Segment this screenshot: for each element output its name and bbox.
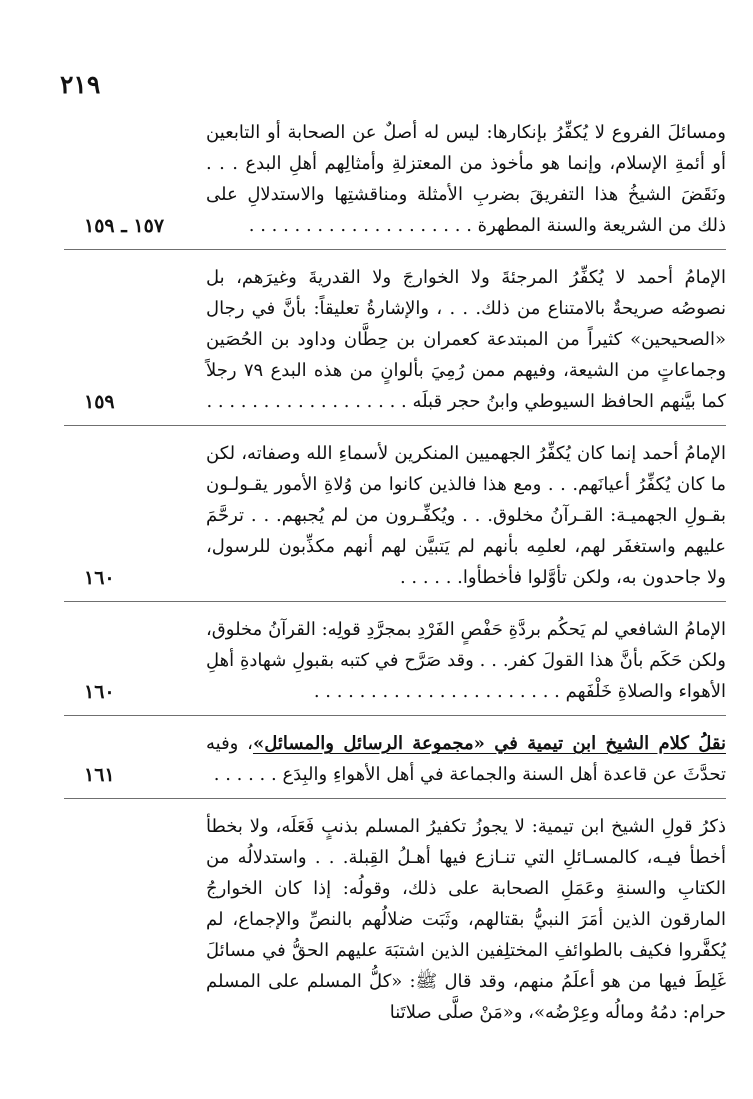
index-entry (64, 113, 726, 250)
entry-text (206, 724, 726, 798)
index-entry (64, 807, 726, 1036)
entry-text-continuation: ، وفيه تحدَّثَ عن قاعدة أهل السنة والجماعة في أهل الأهواءِ والبِدَع . . . . . . (206, 733, 726, 785)
entry-page-ref: ١٥٩ (84, 391, 115, 413)
entry-page-ref: ١٦٠ (84, 567, 115, 589)
entry-text: الإمامُ أحمد لا يُكفِّرُ المرجئةَ ولا الخوارجَ ولا القدريةَ وغيرَهم، بل نصوصُه صريحةٌ بالامتناع من ذلك. . . ، والإشارةُ تعليقاً: بأنَّ في رجال «الصحيحين» كثيراً من المبتدعة كعمران بن حِطَّان وداود بن الحُصَين وجماعاتٍ من الشيعة، وفيهم ممن رُمِيَ بألوانٍ من هذه البدع ٧٩ رجلاً كما بيَّنهم الحافظ السيوطي وابنُ حجر قبلَه . . . . . . . . . . . . . . . . . . (206, 267, 727, 412)
entry-text: الإمامُ الشافعي لم يَحكُم بردَّةِ حَفْصٍ الفَرْدِ بمجرَّدِ قولِه: القرآنُ مخلوق، ولكن حَكَم بأنَّ هذا القولَ كفر. . . وقد صَرَّح في كتبه بقبولِ شهادةِ أهلِ الأهواء والصلاةِ خَلْفَهم . . . . . . . . . . . . . . . . . . . . . . (206, 619, 726, 702)
index-entry (64, 434, 726, 602)
index-entry (64, 610, 726, 716)
entry-page-ref: ١٥٧ ـ ١٥٩ (84, 215, 165, 237)
index-entries (64, 113, 726, 1044)
entry-text: ذكرُ قولِ الشيخ ابن تيمية: لا يجوزُ تكفيرُ المسلم بذنبٍ فَعَلَه، ولا بخطأ أخطأ فيـه، كالمسـائلِ التي تنـازع فيها أهـلُ القِبلة. . . واستدلالُه من الكتابِ والسنةِ وعَمَلِ الصحابة على ذلك، وقولُه: إذا كان الخوارجُ المارقون الذين أمَرَ النبيُّ بقتالهم، وثَبَت ضلالُهم بالنصِّ والإجماع، لم يُكفَّروا فكيف بالطوائفِ المختلِفين الذين اشتبَهَ عليهم الحقُّ في مسائلَ غَلِطَ فيها من هو أعلَمُ منهم، وقد قال ﷺ: «كلُّ المسلم على المسلم حرام: دمُهُ ومالُه وعِرْضُه»، و«مَنْ صلَّى صلاتَنا (206, 816, 726, 1023)
index-entry (64, 258, 726, 426)
entry-page-ref: ١٦٠ (84, 681, 115, 703)
entry-page-ref: ١٦١ (84, 764, 115, 786)
page-number: ٢١٩ (60, 70, 101, 99)
entry-text: الإمامُ أحمد إنما كان يُكفِّرُ الجهميين المنكرين لأسماءِ الله وصفاته، لكن ما كان يُكفِّرُ أعيانَهم. . . ومع هذا فالذين كانوا من وُلاةِ الأمور يقـولـون بقـولِ الجهميـة: القـرآنُ مخلوق. . . ويُكفِّـرون من لم يُجبهم. . . ترحَّمَ عليهم واستغفَر لهم، لعلمِه بأنهم لم يَتبيَّن لهم أنهم مكذِّبون للرسول، ولا جاحدون به، ولكن تأوَّلوا فأخطأوا. . . . . . (206, 443, 726, 588)
entry-text: ومسائلَ الفروع لا يُكفِّرُ بإنكارها: ليس له أصلٌ عن الصحابة أو التابعين أو أئمةِ الإسلام، وإنما هو مأخوذ من المعتزلةِ وأمثالِهم أهلِ البدع . . . ونَقَضَ الشيخُ هذا التفريقَ بضربِ الأمثلة ومناقشتِها والاستدلالِ على ذلك من الشريعة والسنة المطهرة . . . . . . . . . . . . . . . . . . . . (206, 122, 726, 236)
index-entry (64, 724, 726, 799)
entry-heading: نقلُ كلام الشيخ ابن تيمية في «مجموعة الرسائل والمسائل» (252, 733, 726, 754)
